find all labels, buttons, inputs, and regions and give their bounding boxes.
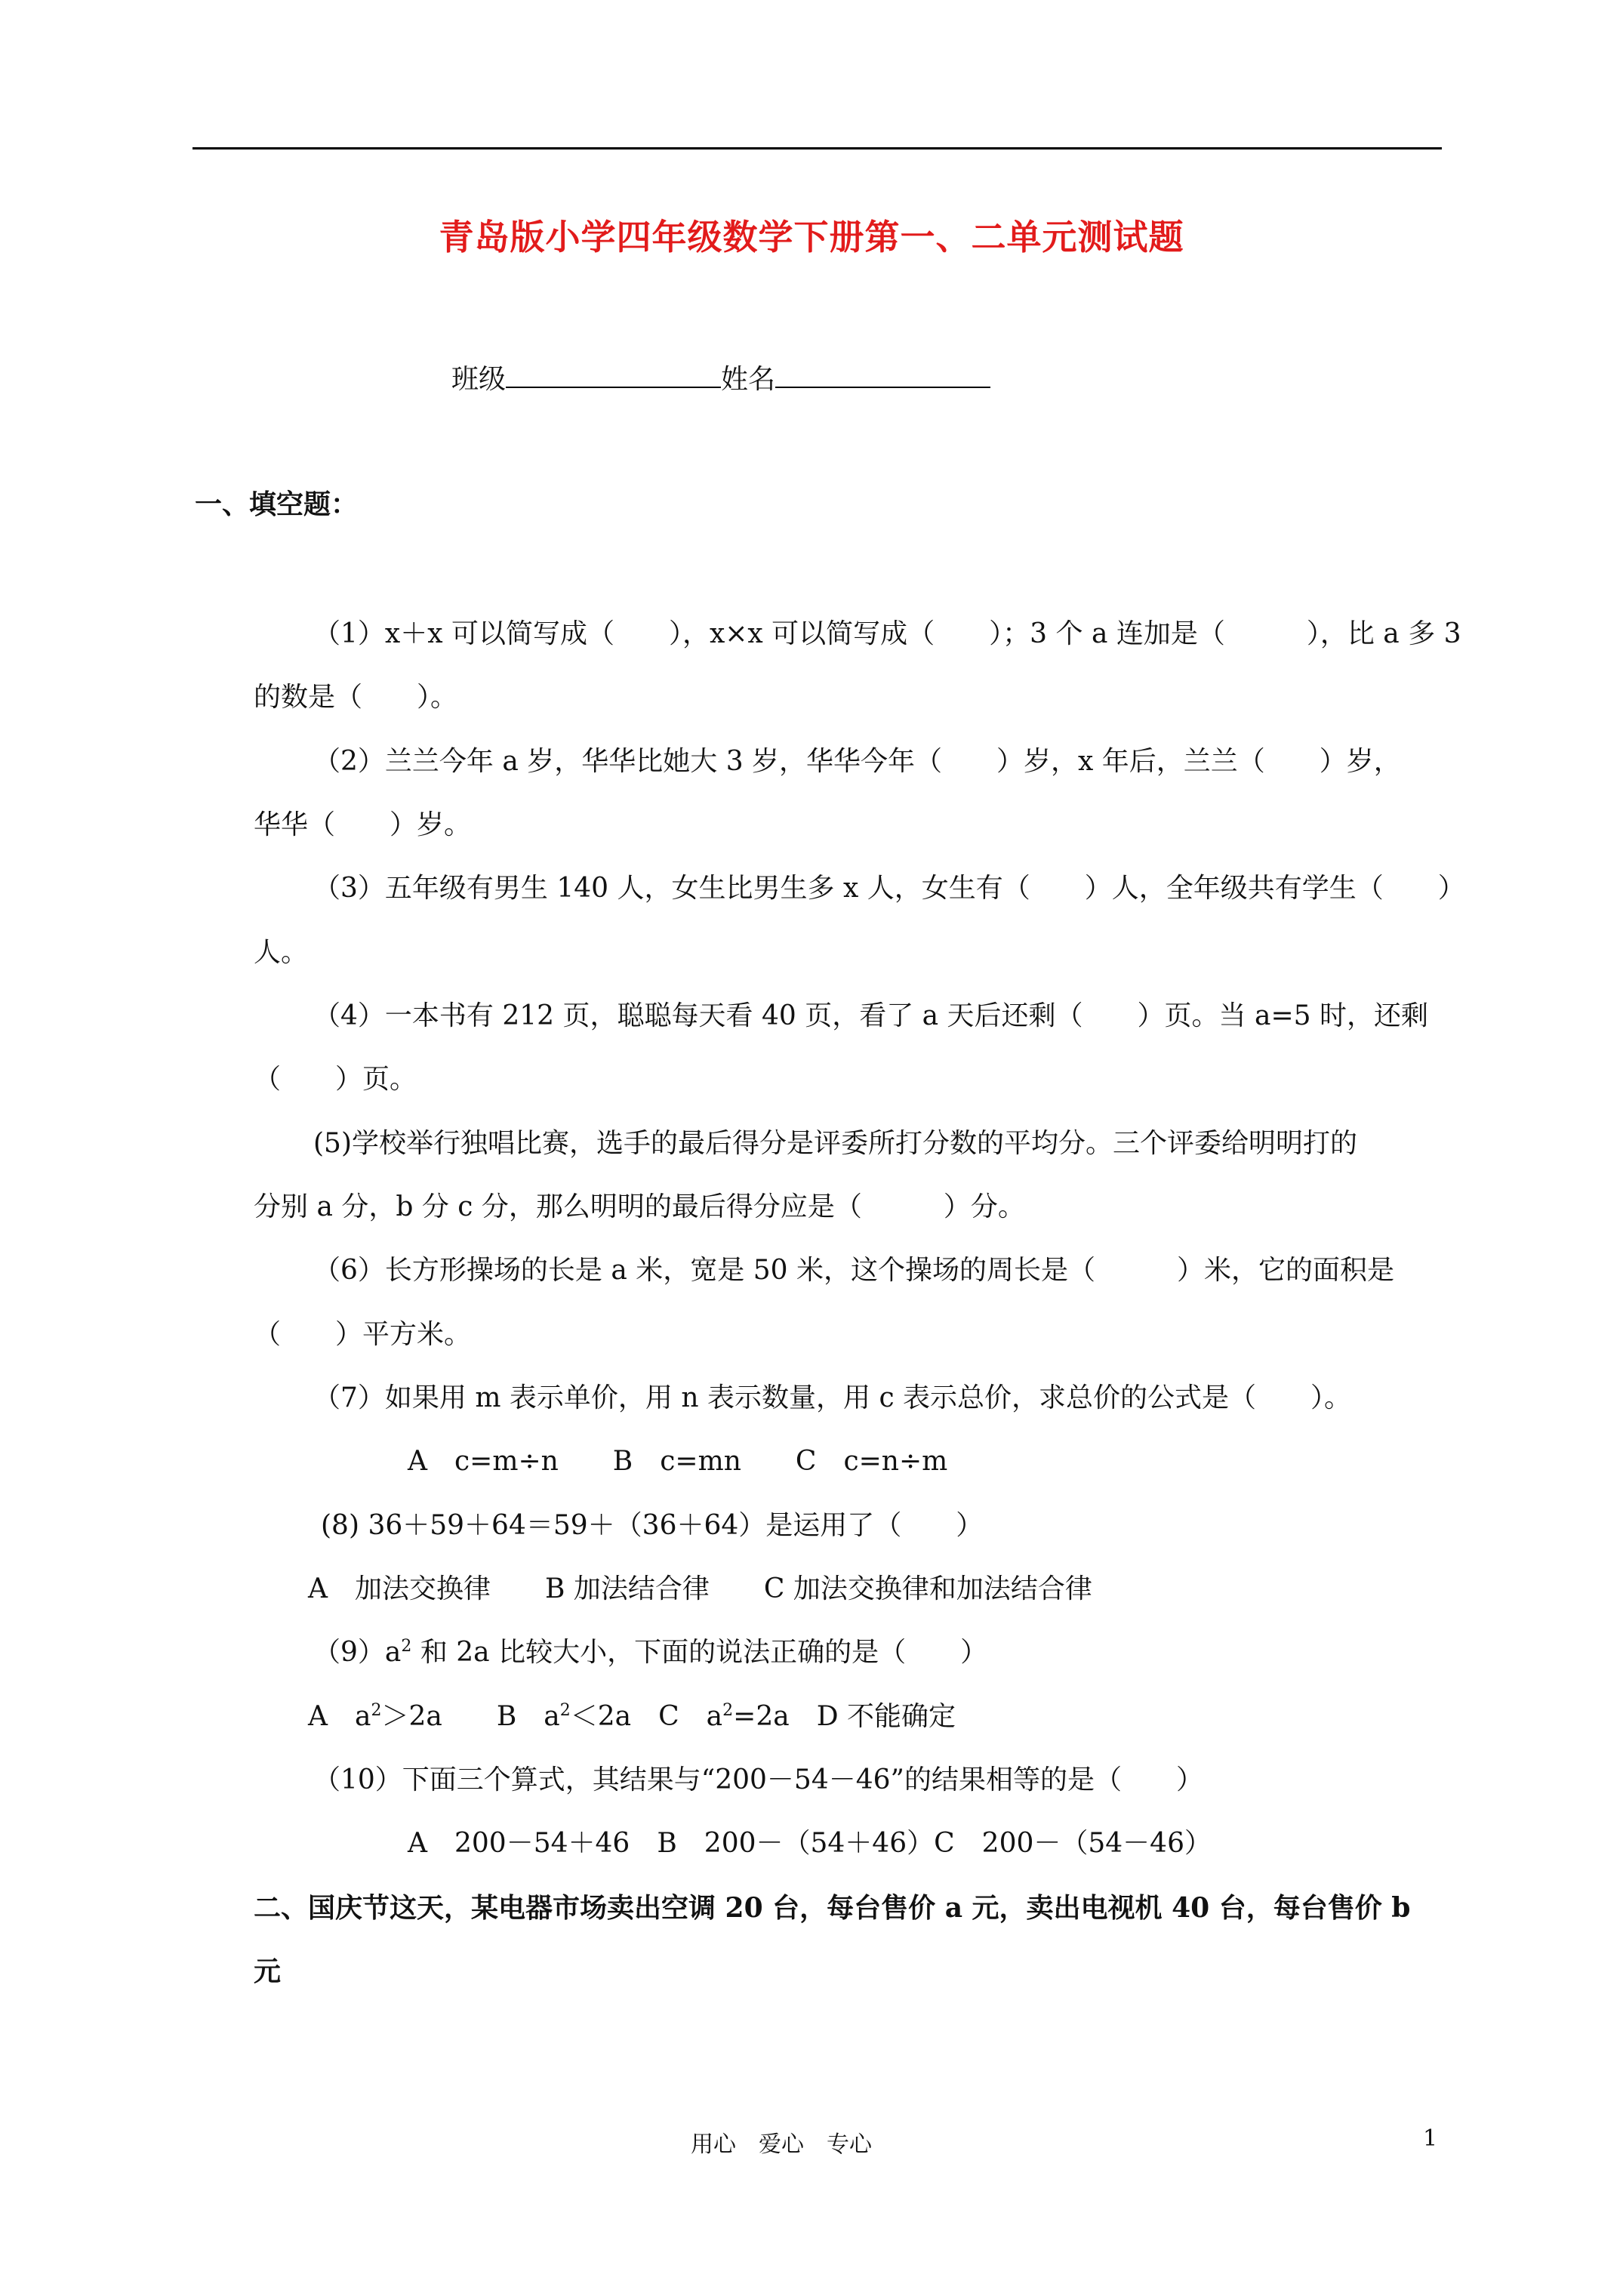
- q4-line1: （4）一本书有 212 页，聪聪每天看 40 页，看了 a 天后还剩（ ）页。当 a=5 时，还剩: [313, 1000, 1428, 1031]
- page-number: 1: [1423, 2125, 1438, 2152]
- q6-line1: （6）长方形操场的长是 a 米，宽是 50 米，这个操场的周长是（ ）米，它的面积是: [313, 1255, 1394, 1286]
- q9-line1: $(9)a^2$ 和 2a 比较大小，下面的说法正确的是（ ）: [313, 1637, 988, 1668]
- section1-heading: 一、填空题：: [195, 488, 359, 520]
- q10-line1: （10）下面三个算式，其结果与“200－54－46”的结果相等的是（ ）: [313, 1764, 1203, 1795]
- student-info-row: [451, 361, 990, 396]
- name-label: 姓名: [721, 364, 776, 395]
- q7-options: A c=m÷n B c=mn C c=n÷m: [408, 1446, 948, 1477]
- section2-heading-line1: 二、国庆节这天，某电器市场卖出空调 20 台，每台售价 a 元，卖出电视机 40 台，每台售价 b: [254, 1892, 1411, 1924]
- q10-options: A 200－54＋46 B 200－（54＋46）C 200－（54－46）: [408, 1828, 1212, 1859]
- class-label: 班级: [451, 364, 507, 395]
- q9-options: A $a^2>2a$ B $a^2<2a$ C $a^2=2a$ D 不能确定: [308, 1701, 956, 1732]
- q5-line2: 分别 a 分，b 分 c 分，那么明明的最后得分应是（ ）分。: [254, 1191, 1025, 1222]
- header-rule: [192, 147, 1442, 149]
- q1-line2: 的数是（ ）。: [254, 682, 458, 713]
- q8-options: A 加法交换律 B 加法结合律 C 加法交换律和加法结合律: [308, 1573, 1092, 1604]
- class-blank: [506, 361, 721, 388]
- q2-line1: （2）兰兰今年 a 岁，华华比她大 3 岁，华华今年（ ）岁，x 年后，兰兰（ ）岁，: [313, 746, 1401, 777]
- q3-line1: （3）五年级有男生 140 人，女生比男生多 x 人，女生有（ ）人，全年级共有学生（ ）: [313, 873, 1465, 904]
- q1-line1: （1）x＋x 可以简写成（ ），x×x 可以简写成（ ）；3 个 a 连加是（ ），比 a 多 3: [313, 618, 1461, 649]
- q2-line2: 华华（ ）岁。: [254, 809, 472, 840]
- section2-heading-line2: 元: [254, 1955, 282, 1987]
- page-title: 青岛版小学四年级数学下册第一、二单元测试题: [439, 217, 1184, 257]
- q8-line1: (8) 36＋59＋64＝59＋（36＋64）是运用了（ ）: [321, 1510, 984, 1541]
- q5-line1: (5)学校举行独唱比赛，选手的最后得分是评委所打分数的平均分。三个评委给明明打的: [313, 1128, 1357, 1159]
- q6-line2: （ ）平方米。: [254, 1319, 472, 1350]
- footer-motto: 用心 爱心 专心: [691, 2131, 872, 2158]
- q4-line2: （ ）页。: [254, 1064, 417, 1095]
- q3-line2: 人。: [254, 937, 309, 968]
- q7-line1: （7）如果用 m 表示单价，用 n 表示数量，用 c 表示总价，求总价的公式是（ ）。: [313, 1382, 1352, 1413]
- name-blank: [775, 361, 990, 388]
